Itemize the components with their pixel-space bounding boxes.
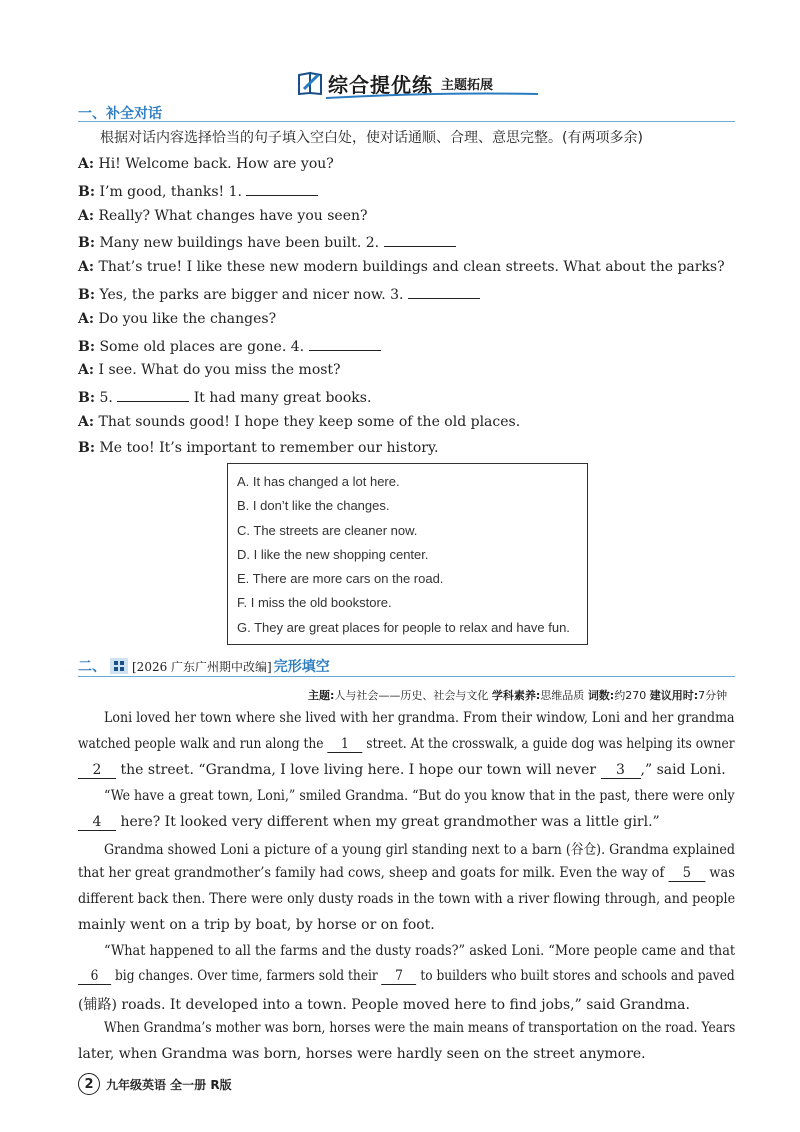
dialogue-line: A: Do you like the changes? bbox=[78, 311, 277, 327]
dialogue-line: A: I see. What do you miss the most? bbox=[78, 362, 341, 378]
passage-line: When Grandma’s mother was born, horses were the main means of transportation on the road. Years bbox=[104, 1020, 736, 1036]
option-b: B. I don’t like the changes. bbox=[237, 498, 390, 513]
passage-line: 6 big changes. Over time, farmers sold their 7 to builders who built stores and schools and paved bbox=[78, 968, 735, 985]
passage-line: different back then. There were only dusty roads in the town with a river flowing through, and people bbox=[78, 891, 736, 907]
passage-line: mainly went on a trip by boat, by horse or on foot. bbox=[78, 917, 435, 933]
option-c: C. The streets are cleaner now. bbox=[237, 523, 418, 538]
cloze-blank-6[interactable]: 6 bbox=[78, 969, 111, 985]
passage-line: later, when Grandma was born, horses were hardly seen on the street anymore. bbox=[78, 1046, 646, 1062]
cloze-blank-4[interactable]: 4 bbox=[78, 815, 116, 831]
answer-blank-1[interactable] bbox=[246, 181, 318, 196]
passage-line: watched people walk and run along the 1 street. At the crosswalk, a guide dog was helping its owner bbox=[78, 736, 735, 752]
header-banner bbox=[296, 68, 493, 98]
option-d: D. I like the new shopping center. bbox=[237, 547, 429, 562]
answer-blank-3[interactable] bbox=[408, 284, 480, 299]
passage-line: “We have a great town, Loni,” smiled Grandma. “But do you know that in the past, there were only bbox=[104, 788, 735, 804]
blank-number: 3. bbox=[390, 287, 404, 303]
section1-rule bbox=[78, 121, 735, 122]
option-f: F. I miss the old bookstore. bbox=[237, 595, 392, 610]
passage-line: “What happened to all the farms and the dusty roads?” asked Loni. “More people came and that bbox=[104, 943, 736, 959]
dialogue-line: A: That sounds good! I hope they keep some of the old places. bbox=[78, 414, 521, 430]
dialogue-line: B: Many new buildings have been built. 2. bbox=[78, 232, 456, 252]
option-a: A. It has changed a lot here. bbox=[237, 474, 400, 489]
option-g: G. They are great places for people to relax and have fun. bbox=[237, 620, 570, 635]
cloze-blank-2[interactable]: 2 bbox=[78, 763, 116, 779]
book-title: 九年级英语 全一册 R版 bbox=[106, 1077, 232, 1092]
section2-heading-row bbox=[78, 656, 330, 676]
dialogue-line: B: I’m good, thanks! 1. bbox=[78, 181, 318, 201]
cloze-blank-5[interactable]: 5 bbox=[668, 866, 705, 882]
dialogue-line: A: That’s true! I like these new modern buildings and clean streets. What about the parks? bbox=[78, 259, 725, 275]
passage-line: that her great grandmother’s family had cows, sheep and goats for milk. Even the way of 5 was bbox=[78, 865, 735, 881]
dialogue-line: B: Some old places are gone. 4. bbox=[78, 336, 381, 356]
options-box bbox=[227, 463, 588, 645]
passage-meta: 主题:人与社会——历史、社会与文化 学科素养:思维品质 词数:约270 建议用时:7分钟 bbox=[308, 689, 728, 702]
blank-number: 5. bbox=[99, 390, 113, 406]
dialogue-line: B: 5. It had many great books. bbox=[78, 387, 371, 407]
answer-blank-4[interactable] bbox=[309, 336, 381, 351]
banner-title: 综合提优练 bbox=[328, 72, 433, 97]
section2-rule bbox=[78, 676, 735, 677]
dialogue-line: A: Hi! Welcome back. How are you? bbox=[78, 156, 334, 172]
dialogue-line: B: Me too! It’s important to remember our history. bbox=[78, 440, 439, 456]
pencil-book-icon bbox=[296, 69, 324, 97]
blank-number: 2. bbox=[365, 235, 380, 251]
banner-underline bbox=[326, 90, 541, 100]
section1-instruction: 根据对话内容选择恰当的句子填入空白处，使对话通顺、合理、意思完整。(有两项多余) bbox=[100, 130, 643, 146]
cloze-blank-1[interactable]: 1 bbox=[327, 737, 362, 753]
passage-line: 2 the street. “Grandma, I love living here. I hope our town will never 3 ,” said Loni. bbox=[78, 762, 726, 779]
page-footer bbox=[78, 1073, 232, 1095]
blank-number: 1. bbox=[228, 184, 242, 200]
section2-title: 完形填空 bbox=[273, 659, 330, 675]
banner-subtitle: 主题拓展 bbox=[441, 77, 494, 93]
blank-number: 4. bbox=[290, 339, 305, 355]
option-e: E. There are more cars on the road. bbox=[237, 571, 444, 586]
section2-prefix: 二、 bbox=[78, 659, 106, 675]
cloze-blank-3[interactable]: 3 bbox=[601, 763, 641, 779]
cloze-blank-7[interactable]: 7 bbox=[382, 969, 417, 985]
passage-line: (铺路) roads. It developed into a town. People moved here to find jobs,” said Grandma. bbox=[78, 997, 690, 1013]
section2-source: [2026 广东广州期中改编] bbox=[132, 659, 272, 674]
page-number: 2 bbox=[78, 1073, 100, 1095]
passage-line: Loni loved her town where she lived with her grandma. From their window, Loni and her grandma bbox=[104, 710, 735, 726]
qr-code-icon[interactable] bbox=[110, 658, 128, 674]
dialogue-line: B: Yes, the parks are bigger and nicer now. 3. bbox=[78, 284, 480, 304]
passage-line: Grandma showed Loni a picture of a young girl standing next to a barn (谷仓). Grandma explained bbox=[104, 842, 735, 858]
section1-heading: 一、补全对话 bbox=[78, 106, 162, 122]
answer-blank-2[interactable] bbox=[384, 232, 456, 247]
answer-blank-5[interactable] bbox=[117, 387, 189, 402]
passage-line: 4 here? It looked very different when my great grandmother was a little girl.” bbox=[78, 814, 660, 831]
dialogue-line: A: Really? What changes have you seen? bbox=[78, 208, 368, 224]
